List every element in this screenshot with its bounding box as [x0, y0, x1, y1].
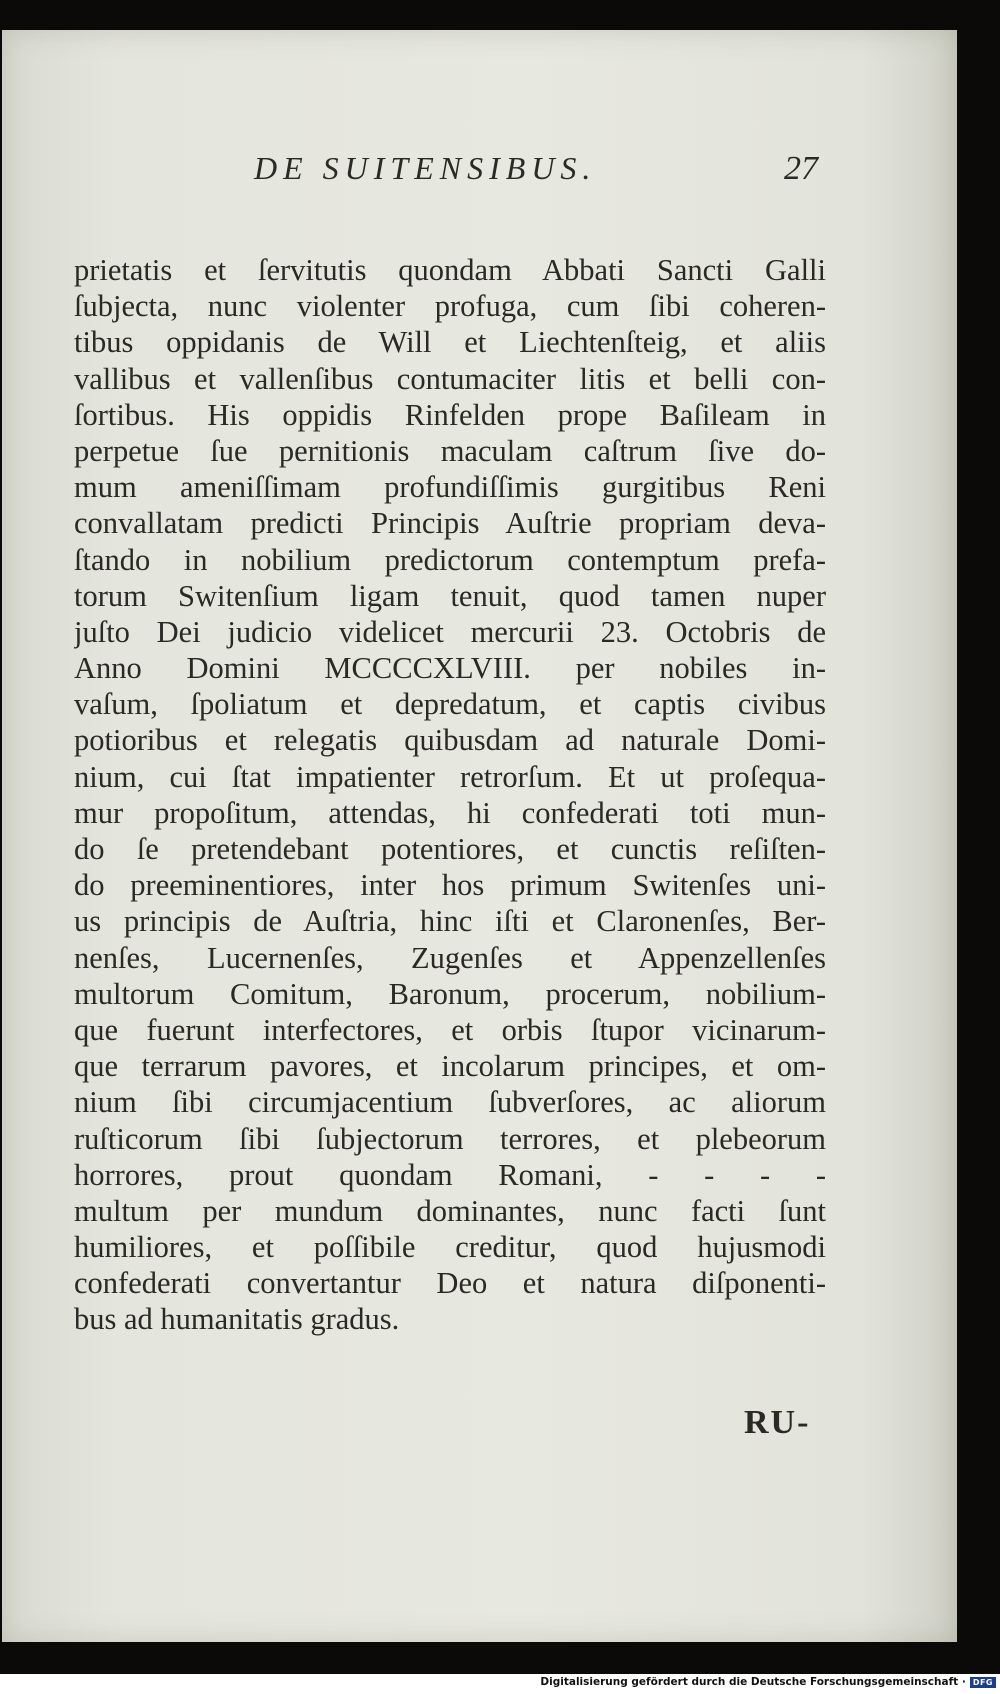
text-line: ſubjecta, nunc violenter profuga, cum ſibi coheren-	[74, 289, 826, 324]
catchword: RU-	[744, 1404, 811, 1441]
text-line: vallibus et vallenſibus contumaciter litis et belli con-	[74, 361, 826, 396]
text-line: multorum Comitum, Baronum, procerum, nobilium-	[74, 976, 826, 1011]
book-page	[2, 30, 957, 1642]
text-line: potioribus et relegatis quibusdam ad naturale Domi-	[74, 723, 826, 758]
footer-credit	[540, 1676, 996, 1688]
text-line: ruſticorum ſibi ſubjectorum terrores, et plebeorum	[74, 1121, 826, 1156]
text-line: nium ſibi circumjacentium ſubverſores, ac aliorum	[74, 1085, 826, 1120]
text-line: do preeminentiores, inter hos primum Switenſes uni-	[74, 868, 826, 903]
funding-credit-text: Digitalisierung gefördert durch die Deutsche Forschungsgemeinschaft ·	[540, 1676, 966, 1688]
text-line: bus ad humanitatis gradus.	[74, 1302, 400, 1337]
text-line: confederati convertantur Deo et natura diſponenti-	[74, 1266, 826, 1301]
text-line: humiliores, et poſſibile creditur, quod hujusmodi	[74, 1230, 826, 1265]
body-text	[74, 252, 826, 1338]
text-line: Anno Domini MCCCCXLVIII. per nobiles in-	[74, 651, 826, 686]
text-line: horrores, prout quondam Romani, - - - -	[74, 1157, 826, 1192]
page-number: 27	[784, 150, 818, 187]
dfg-logo: DFG	[970, 1677, 996, 1688]
running-head: DE SUITENSIBUS.	[254, 150, 597, 186]
text-line: ſtando in nobilium predictorum contemptum prefa-	[74, 542, 826, 577]
text-line: convallatam predicti Principis Auſtrie propriam deva-	[74, 506, 826, 541]
text-line: mum ameniſſimam profundiſſimis gurgitibus Reni	[74, 470, 826, 505]
text-line: ſortibus. His oppidis Rinfelden prope Baſileam in	[74, 397, 826, 432]
text-line: mur propoſitum, attendas, hi confederati toti mun-	[74, 795, 826, 830]
text-line: nium, cui ſtat impatienter retrorſum. Et ut proſequa-	[74, 759, 826, 794]
text-line: que fuerunt interfectores, et orbis ſtupor vicinarum-	[74, 1012, 826, 1047]
text-line: juſto Dei judicio videlicet mercurii 23. Octobris de	[74, 614, 826, 649]
text-line: perpetue ſue pernitionis maculam caſtrum ſive do-	[74, 433, 826, 468]
text-line: vaſum, ſpoliatum et depredatum, et captis civibus	[74, 687, 826, 722]
text-line: prietatis et ſervitutis quondam Abbati Sancti Galli	[74, 253, 826, 287]
text-line: que terrarum pavores, et incolarum principes, et om-	[74, 1049, 826, 1084]
text-line: nenſes, Lucernenſes, Zugenſes et Appenzellenſes	[74, 940, 826, 975]
text-line: do ſe pretendebant potentiores, et cunctis reſiſten-	[74, 832, 826, 866]
text-line: us principis de Auſtria, hinc iſti et Claronenſes, Ber-	[74, 904, 826, 939]
text-line: tibus oppidanis de Will et Liechtenſteig, et aliis	[74, 325, 826, 360]
text-line: torum Switenſium ligam tenuit, quod tamen nuper	[74, 578, 826, 613]
text-line: multum per mundum dominantes, nunc facti ſunt	[74, 1193, 826, 1228]
